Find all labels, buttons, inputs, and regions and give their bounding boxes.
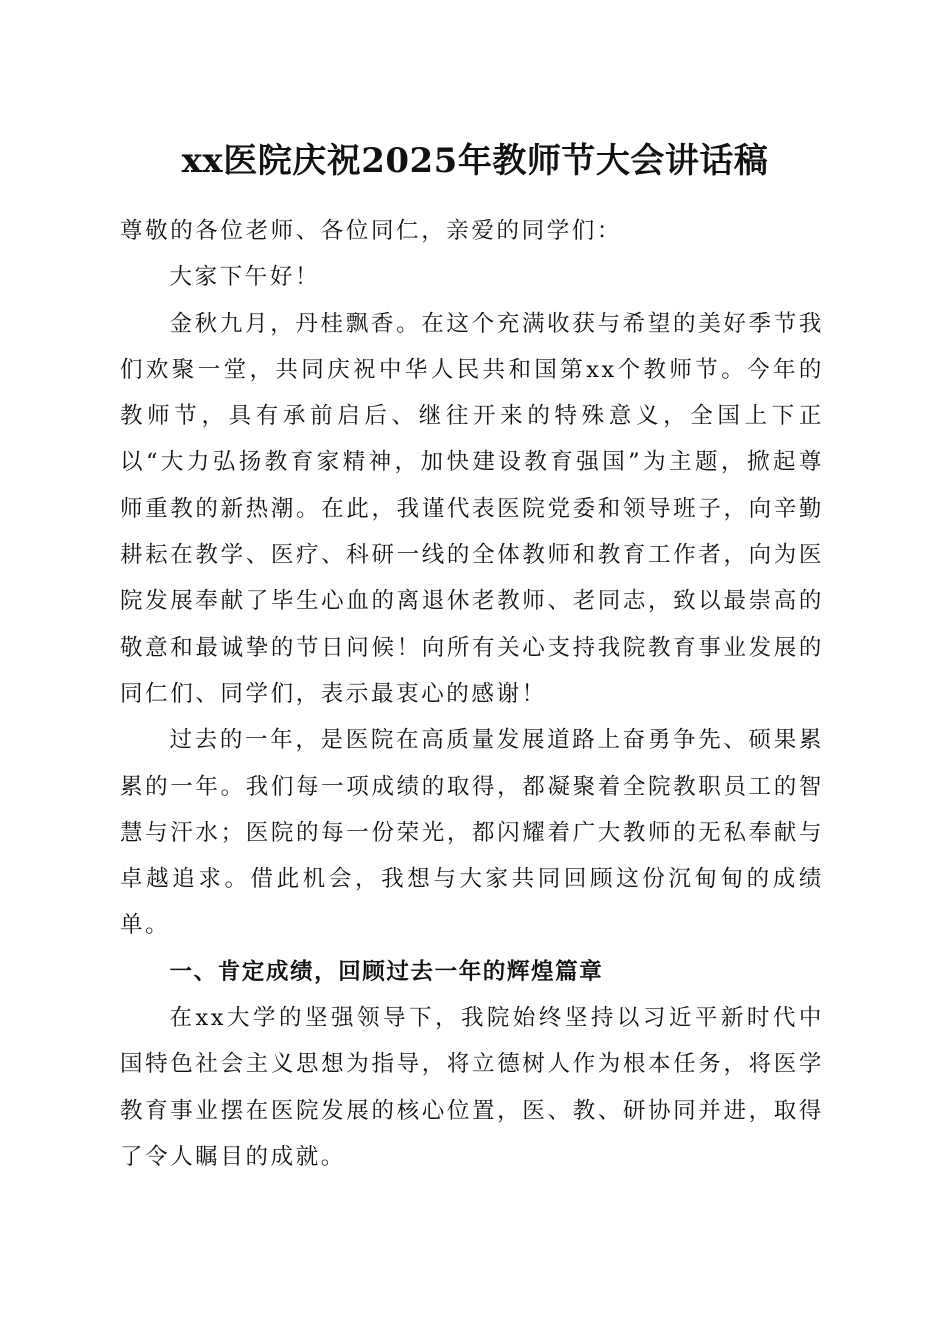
paragraph-opening: 金秋九月，丹桂飘香。在这个充满收获与希望的美好季节我们欢聚一堂，共同庆祝中华人民共和国第xx个教师节。今年的教师节，具有承前启后、继往开来的特殊意义，全国上下正以“大力弘扬教育家精神，加快建设教育强国”为主题，掀起尊师重教的新热潮。在此，我谨代表医院党委和领导班子，向辛勤耕耘在教学、医疗、科研一线的全体教师和教育工作者，向为医院发展奉献了毕生心血的离退休老教师、老同志，致以最崇高的敬意和最诚挚的节日问候！向所有关心支持我院教育事业发展的同仁们、同学们，表示最衷心的感谢！: [120, 310, 824, 707]
document-body: [120, 208, 824, 1180]
paragraph-review: 过去的一年，是医院在高质量发展道路上奋勇争先、硕果累累的一年。我们每一项成绩的取得，都凝聚着全院教职员工的智慧与汗水；医院的每一份荣光，都闪耀着广大教师的无私奉献与卓越追求。借此机会，我想与大家共同回顾这份沉甸甸的成绩单。: [120, 727, 824, 939]
salutation: 尊敬的各位老师、各位同仁，亲爱的同学们：: [120, 218, 623, 244]
section-heading: 一、肯定成绩，回顾过去一年的辉煌篇章: [169, 958, 604, 985]
document-title: xx医院庆祝2025年教师节大会讲话稿: [181, 141, 769, 181]
paragraph-section-one: 在xx大学的坚强领导下，我院始终坚持以习近平新时代中国特色社会主义思想为指导，将立德树人作为根本任务，将医学教育事业摆在医院发展的核心位置，医、教、研协同并进，取得了令人瞩目的成就。: [120, 1005, 824, 1170]
greeting: 大家下午好！: [169, 264, 321, 291]
